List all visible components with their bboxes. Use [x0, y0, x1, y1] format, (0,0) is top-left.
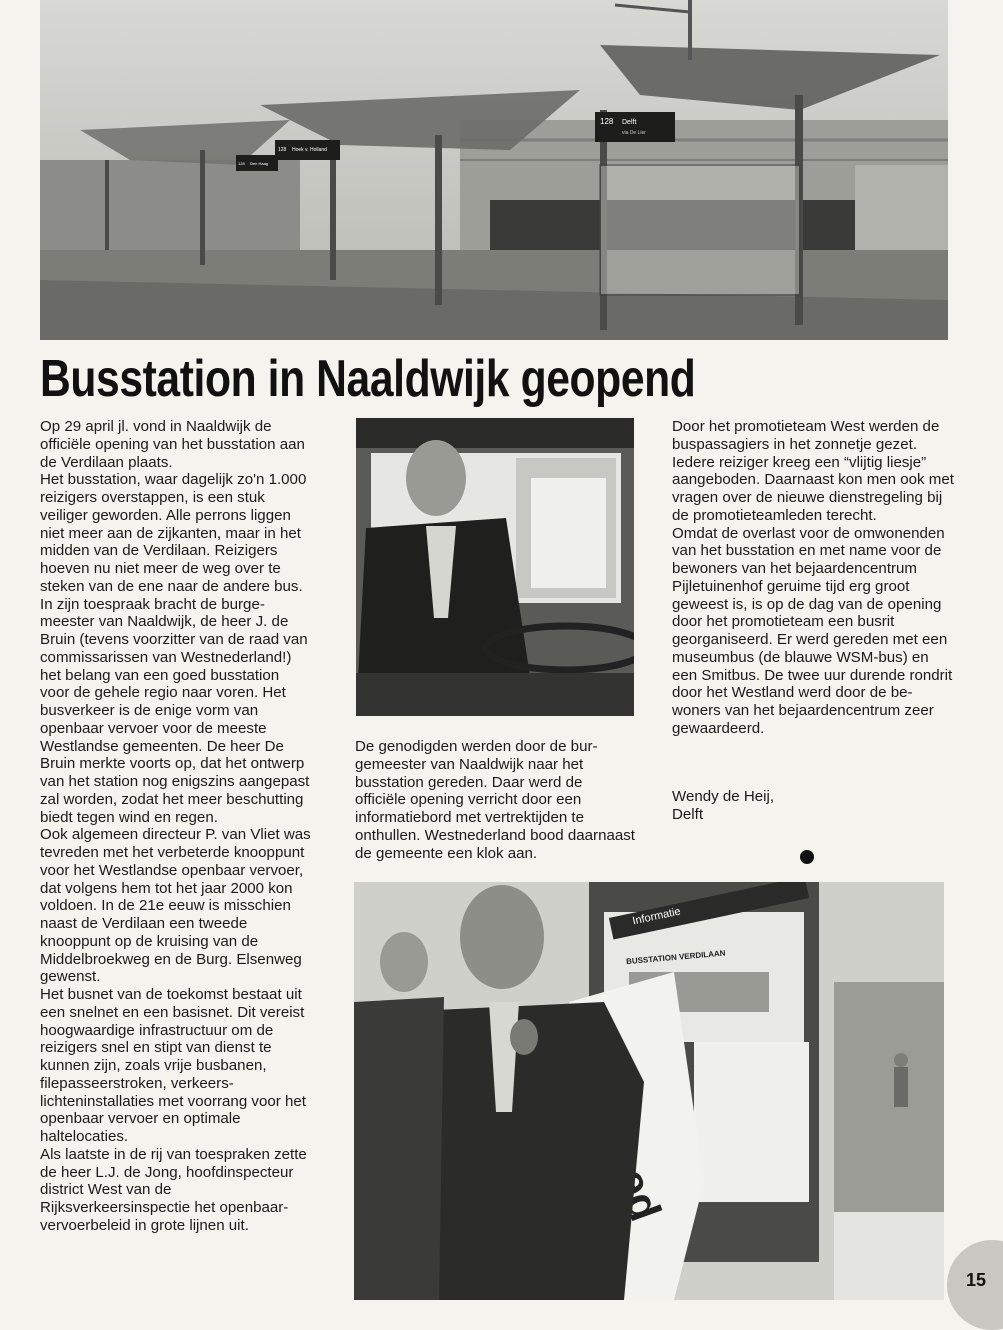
paragraph: Ook algemeen directeur P. van Vliet was tevreden met het verbeterde knooppunt voor het Westlandse openbaar vervoer, dat volgens hem tot het jaar 2000 kon voldoen. In de 21e eeuw is misschien naast de Verdilaan een tweede knooppunt op de kruising van de Middelbroekweg en de Burg. Elsenweg gewenst. [40, 826, 311, 986]
paragraph: Als laatste in de rij van toespraken zette de heer L.J. de Jong, hoofdinspecteur district West van de Rijksverkeersinspectie het openbaar-vervoerbeleid in grote lijnen uit. [40, 1145, 307, 1234]
svg-text:128: 128 [600, 117, 614, 126]
destination-sign-delft [595, 112, 675, 142]
svg-text:via De Lier: via De Lier [622, 130, 646, 136]
author-signature [672, 788, 872, 824]
article-column-right [672, 418, 954, 738]
destination-sign-den-haag [236, 155, 278, 171]
svg-text:Den Haag: Den Haag [250, 161, 269, 166]
end-of-article-dot [800, 850, 814, 864]
paragraph: Op 29 april jl. vond in Naaldwijk de officiële opening van het busstation aan de Verdilaan plaats. [40, 418, 305, 471]
article-column-left [40, 418, 312, 1235]
photo-caption: De genodigden werden door de burgemeester van Naaldwijk naar het busstation gereden. Daar werd de officiële opening verricht door een informatiebord met vertrektijden te onthullen. Westnederland bood daarnaast de gemeente een klok aan. [355, 738, 636, 862]
bus-station-photo [40, 0, 948, 340]
paragraph: Omdat de overlast voor de omwonenden van het busstation en met name voor de bewoners van het bejaardencentrum Pijletuinenhof geruime tijd erg groot geweest is, is op de dag van de opening door het promotieteam een busrit georganiseerd. Er werd gereden met een museumbus (de blauwe WSM-bus) en een Smitbus. De twee uur durende rondrit door het Westland werd door de bewoners van het bejaardencentrum zeer gewaardeerd. [672, 524, 953, 737]
paragraph: Door het promotieteam West werden de buspassagiers in het zonnetje gezet. Iedere reiziger kreeg een “vlijtig liesje” aangeboden. Daarnaast kon men ook met vragen over de nieuwe dienstregeling bij de promotieteamleden terecht. [672, 418, 954, 524]
article-title: Busstation in Naaldwijk geopend [40, 350, 696, 408]
destination-sign-hoek [275, 140, 340, 160]
svg-text:Delft: Delft [622, 119, 637, 126]
paragraph: Het busstation, waar dagelijk zo'n 1.000 reizigers overstappen, is een stuk veiliger geworden. Alle perrons liggen niet meer aan de zijkanten, maar in het midden van de Verdilaan. Reizigers hoeven nu niet meer de weg over te steken van de ene naar de andere bus. [40, 471, 307, 595]
mayor-driving-bus-photo [356, 418, 634, 716]
author-name: Wendy de Heij, [672, 788, 775, 805]
svg-text:128: 128 [278, 147, 287, 153]
page-number: 15 [966, 1270, 987, 1290]
svg-text:Hoek v. Holland: Hoek v. Holland [292, 147, 327, 153]
paragraph: Het busnet van de toekomst bestaat uit een snelnet en een basisnet. Dit vereist hoogwaardige infrastructuur om de reizigers snel en stipt van dienst te kunnen zijn, zoals vrije busbanen, filepasseerstroken, verkeerslichteninstallaties met voorrang voor het openbaar vervoer en optimale haltelocaties. [40, 986, 306, 1145]
author-city: Delft [672, 806, 704, 823]
board-title: BUSSTATION VERDILAAN [625, 948, 726, 967]
unveiling-photo [354, 882, 944, 1300]
paragraph: In zijn toespraak bracht de burgemeester van Naaldwijk, de heer J. de Bruin (tevens voorzitter van de raad van commissarissen van Westnederland!) het belang van een goed busstation voor de gehele regio naar voren. Het busverkeer is de enige vorm van openbaar vervoer voor de meeste Westlandse gemeenten. De heer De Bruin merkte voorts op, dat het ontwerp van het station nog enigszins aangepast zal worden, zodat het meer beschutting biedt tegen wind en regen. [40, 595, 310, 826]
board-header: Informatie [631, 905, 682, 928]
svg-text:128: 128 [238, 161, 245, 166]
